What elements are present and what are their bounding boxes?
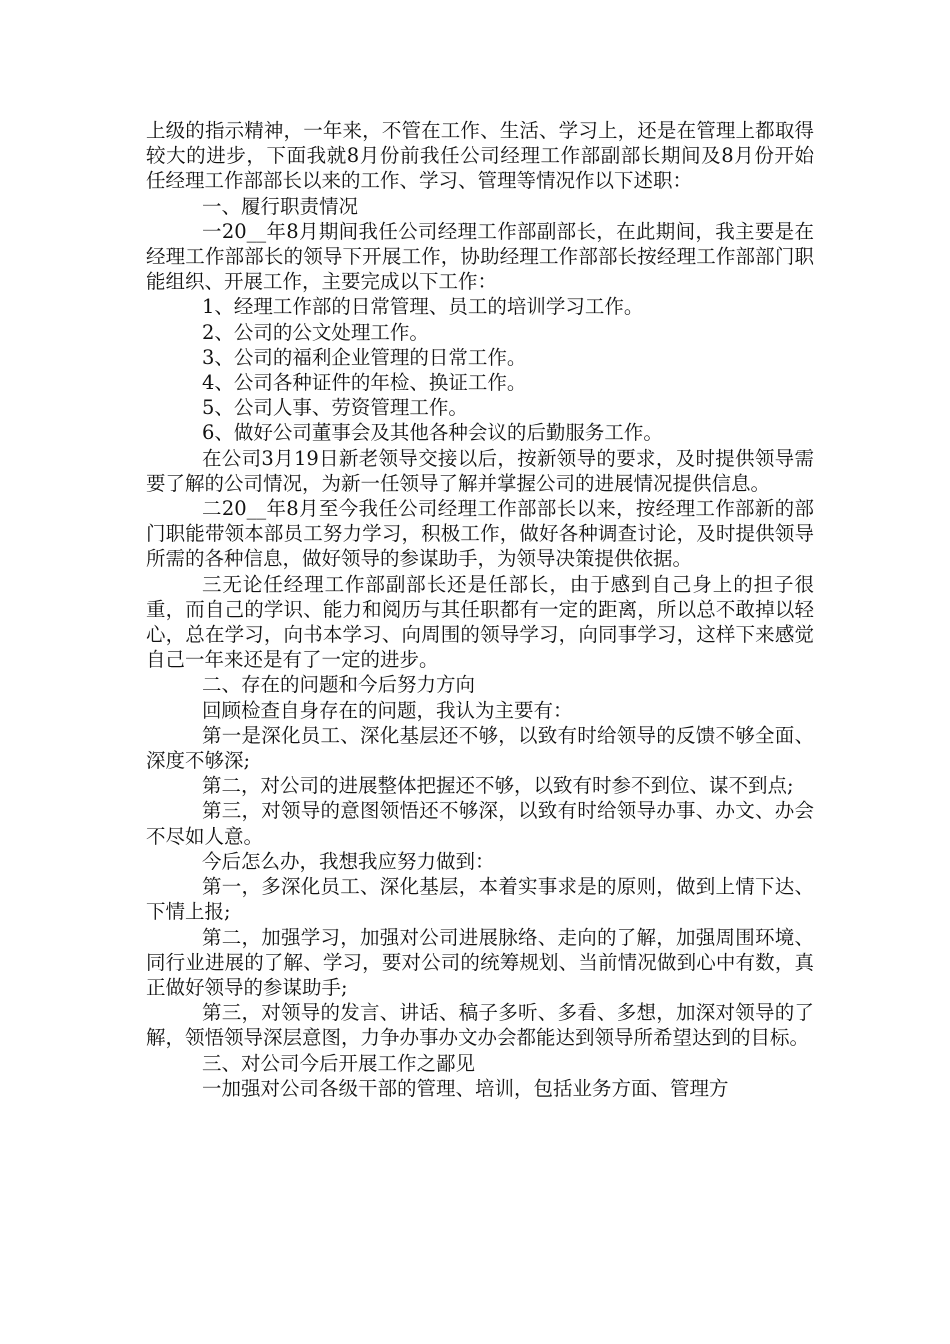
- plan-item: 第三，对领导的发言、讲话、稿子多听、多看、多想，加深对领导的了解，领悟领导深层意图，力争办事办文办会都能达到领导所希望达到的目标。: [146, 1001, 814, 1050]
- paragraph-suggestion: 一加强对公司各级干部的管理、培训，包括业务方面、管理方: [202, 1076, 729, 1100]
- list-item: 3、公司的福利企业管理的日常工作。: [202, 345, 527, 369]
- document-page: [146, 118, 814, 1101]
- plan-item: 第一，多深化员工、深化基层，本着实事求是的原则，做到上情下达、下情上报;: [146, 875, 814, 924]
- list-item: 6、做好公司董事会及其他各种会议的后勤服务工作。: [202, 421, 663, 445]
- section-heading-3: 三、对公司今后开展工作之鄙见: [202, 1051, 476, 1075]
- paragraph-learning: 三无论任经理工作部副部长还是任部长，由于感到自己身上的担子很重，而自己的学识、能力和阅历与其任职都有一定的距离，所以总不敢掉以轻心，总在学习，向书本学习、向周围的领导学习，向同事学习，这样下来感觉自己一年来还是有了一定的进步。: [146, 572, 814, 672]
- section-heading-2: 二、存在的问题和今后努力方向: [202, 673, 476, 697]
- paragraph-director-period: 二20__年8月至今我任公司经理工作部部长以来，按经理工作部新的部门职能带领本部员工努力学习，积极工作，做好各种调查讨论，及时提供领导所需的各种信息，做好领导的参谋助手，为领导决策提供依据。: [146, 497, 814, 571]
- list-item: 5、公司人事、劳资管理工作。: [202, 396, 468, 420]
- paragraph-review: 回顾检查自身存在的问题，我认为主要有：: [202, 698, 573, 722]
- paragraph-deputy-period: 一20__年8月期间我任公司经理工作部副部长，在此期间，我主要是在经理工作部部长的领导下开展工作，协助经理工作部部长按经理工作部部门职能组织、开展工作，主要完成以下工作：: [146, 219, 814, 294]
- list-item: 4、公司各种证件的年检、换证工作。: [202, 371, 527, 395]
- problem-item: 第二，对公司的进展整体把握还不够，以致有时参不到位、谋不到点;: [202, 774, 794, 798]
- paragraph-plan: 今后怎么办，我想我应努力做到：: [202, 849, 495, 873]
- plan-item: 第二，加强学习，加强对公司进展脉络、走向的了解，加强周围环境、同行业进展的了解、学习，要对公司的统筹规划、当前情况做到心中有数，真正做好领导的参谋助手;: [146, 925, 814, 999]
- paragraph-handover: 在公司3月19日新老领导交接以后，按新领导的要求，及时提供领导需要了解的公司情况，为新一任领导了解并掌握公司的进展情况提供信息。: [146, 446, 814, 495]
- section-heading-1: 一、履行职责情况: [202, 194, 359, 218]
- problem-item: 第一是深化员工、深化基层还不够，以致有时给领导的反馈不够全面、深度不够深;: [146, 723, 814, 773]
- paragraph-intro: 上级的指示精神，一年来，不管在工作、生活、学习上，还是在管理上都取得较大的进步，下面我就8月份前我任公司经理工作部副部长期间及8月份开始任经理工作部部长以来的工作、学习、管理等情况作以下述职：: [146, 119, 814, 193]
- problem-item: 第三，对领导的意图领悟还不够深，以致有时给领导办事、办文、办会不尽如人意。: [146, 799, 814, 848]
- list-item: 1、经理工作部的日常管理、员工的培训学习工作。: [202, 295, 644, 319]
- list-item: 2、公司的公文处理工作。: [202, 320, 429, 344]
